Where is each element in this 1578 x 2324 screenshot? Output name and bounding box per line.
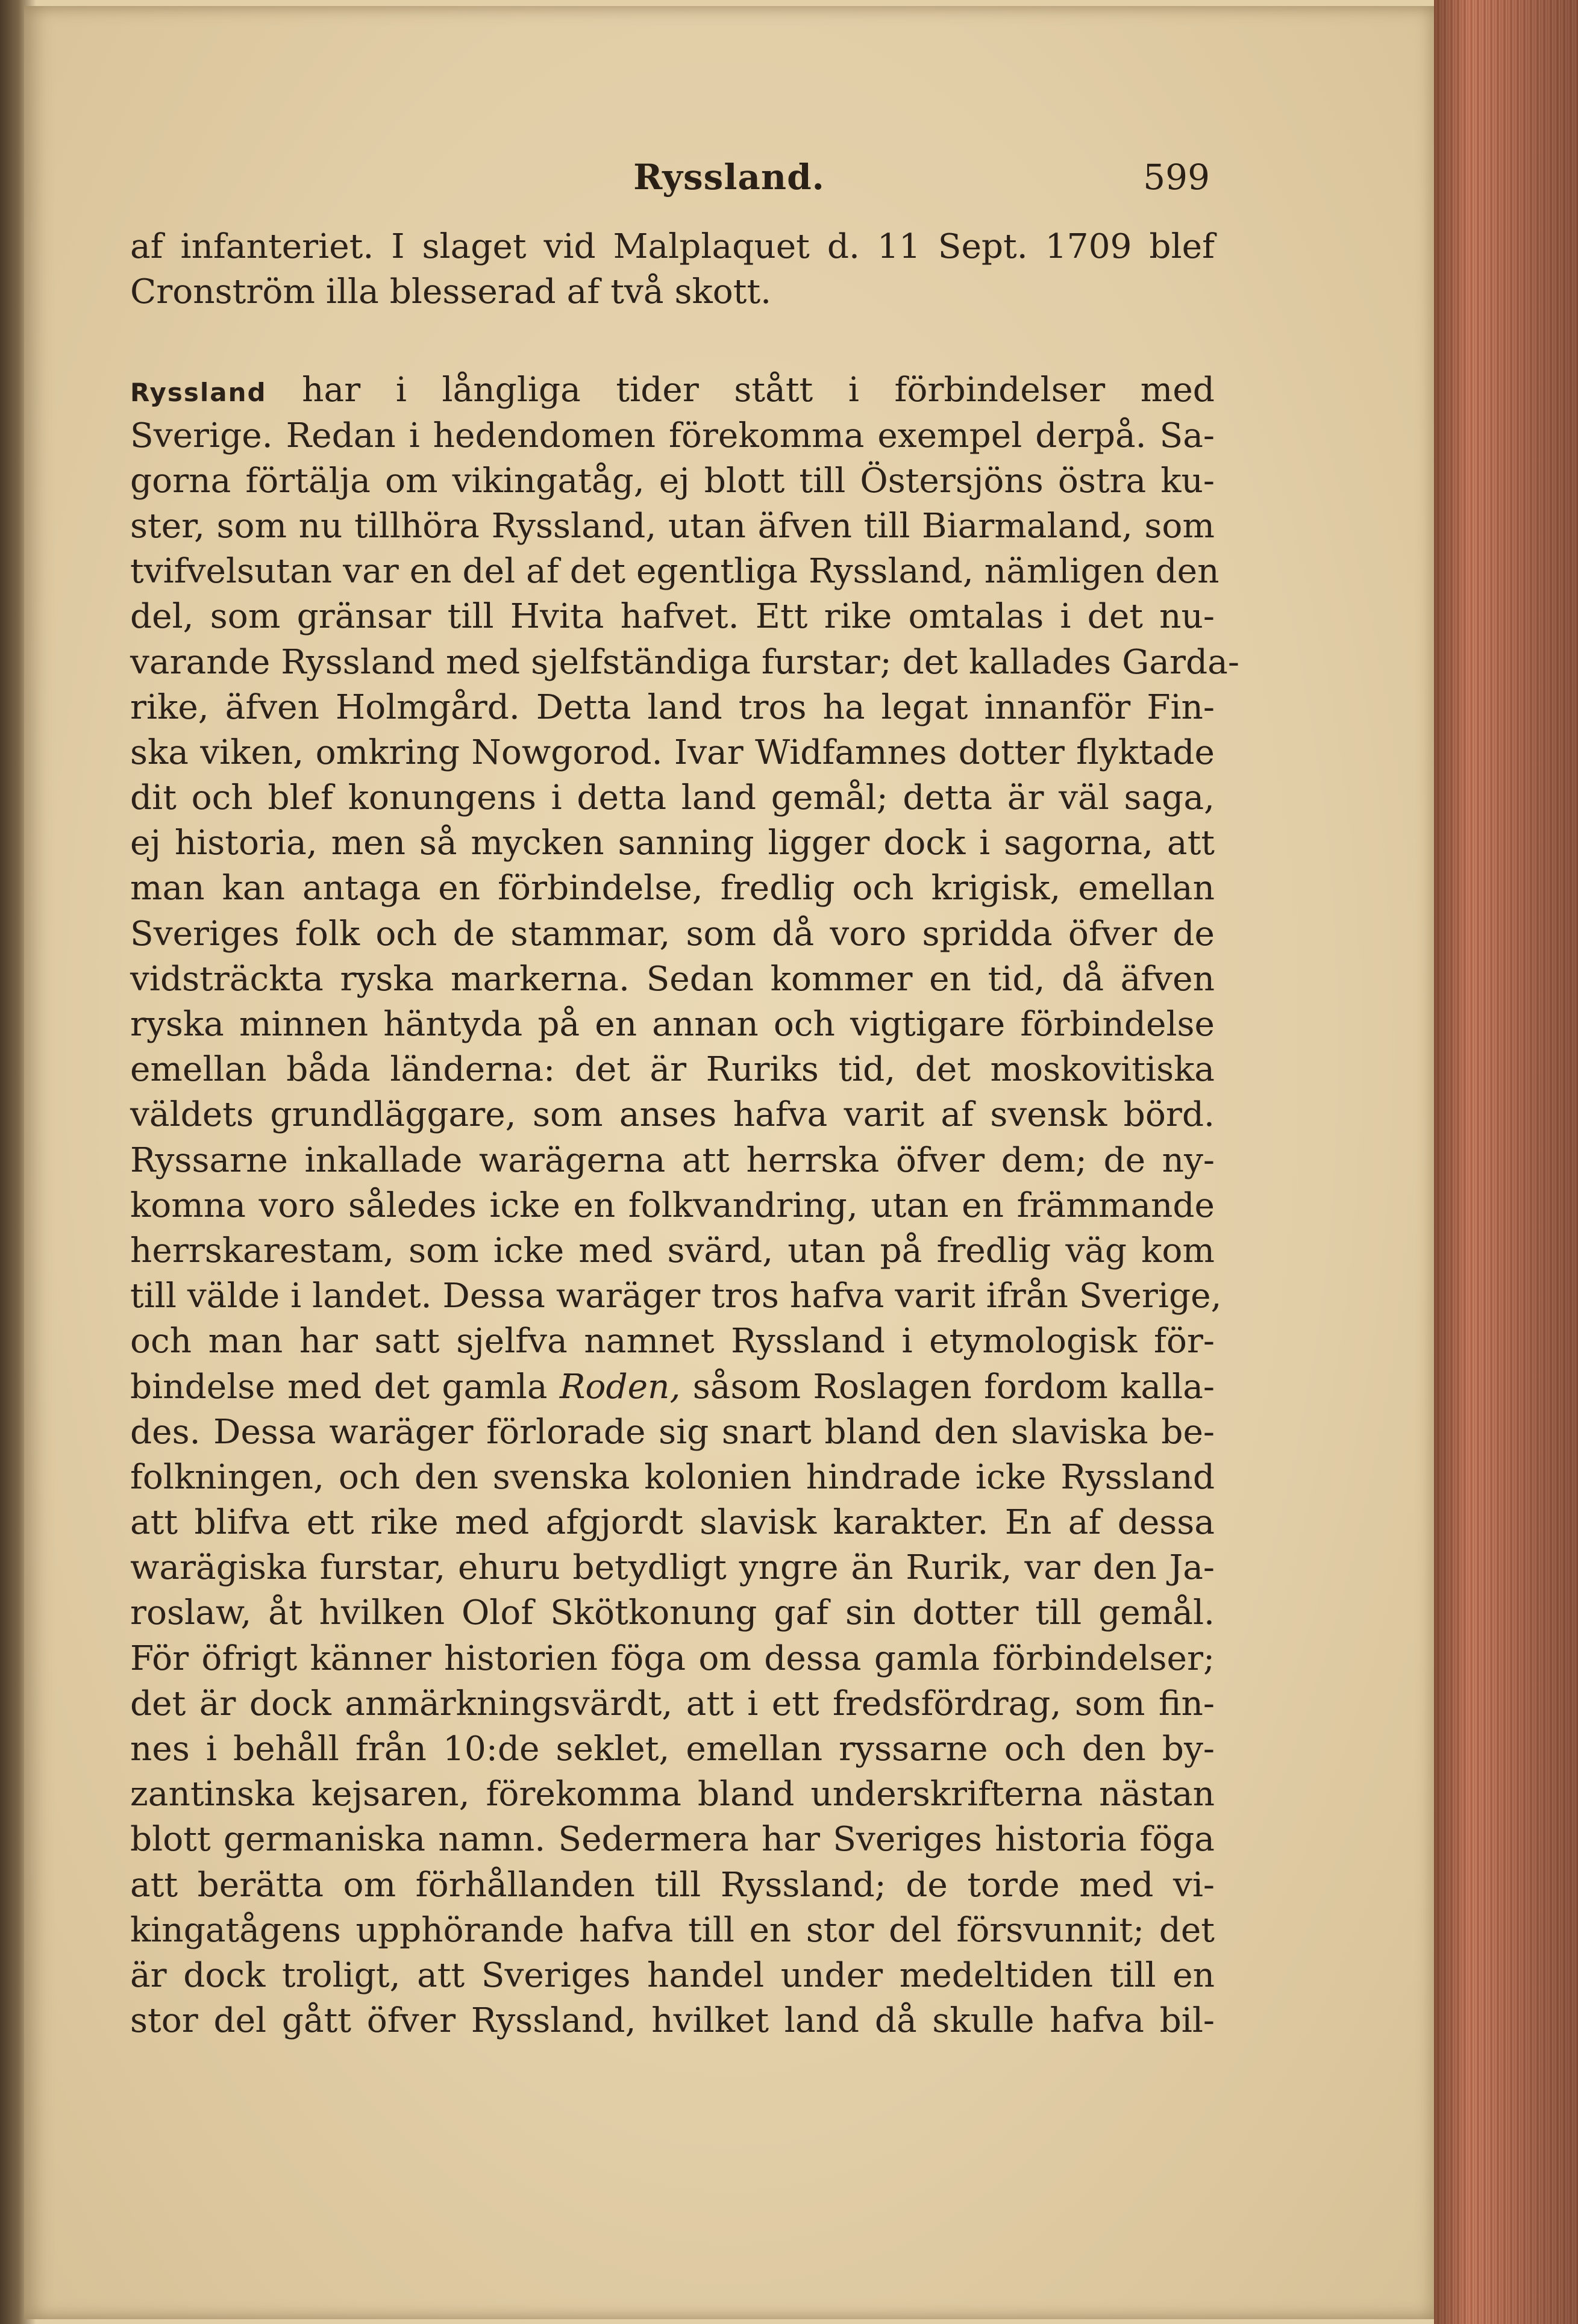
text-line: För öfrigt känner historien föga om dessa gamla förbindelser; [130,1638,1215,1678]
text-line: kingatågens upphörande hafva till en stor del försvunnit; det [130,1910,1215,1950]
paragraph-2-lines-b [130,1410,1215,2044]
text-line: ska viken, omkring Nowgorod. Ivar Widfamnes dotter flyktade [130,732,1215,772]
book-page [24,6,1434,2319]
paragraph-2-lines-a [130,413,1239,1364]
text-line: Sverige. Redan i hedendomen förekomma exempel derpå. Sa- [130,416,1215,455]
text-line: vidsträckta ryska markerna. Sedan kommer en tid, då äfven [130,959,1215,999]
body-text [130,224,1239,2043]
text-line: och man har satt sjelfva namnet Ryssland i etymologisk för- [130,1322,1215,1361]
text-line: herrskarestam, som icke med svärd, utan på fredlig väg kom [130,1231,1215,1270]
text-line: Sveriges folk och de stammar, som då voro spridda öfver de [130,914,1215,954]
text-line: ster, som nu tillhöra Ryssland, utan äfven till Biarmaland, som [130,506,1215,546]
text-line: det är dock anmärkningsvärdt, att i ett fredsfördrag, som fin- [130,1684,1215,1723]
first-line-rest: har i långliga tider stått i förbindelser med [302,370,1215,410]
page-edges-shade [1434,0,1578,2324]
text-line: varande Ryssland med sjelfständiga furstar; det kallades Garda- [130,642,1239,682]
text-line: rike, äfven Holmgård. Detta land tros ha legat innanför Fin- [130,687,1215,727]
text-line: gorna förtälja om vikingatåg, ej blott till Östersjöns östra ku- [130,461,1215,501]
text-line: nes i behåll från 10:de seklet, emellan ryssarne och den by- [130,1729,1215,1769]
text-line: ej historia, men så mycken sanning ligger dock i sagorna, att [130,823,1215,863]
text-line: är dock troligt, att Sveriges handel under medeltiden till en [130,1955,1215,1995]
running-head [24,157,1434,211]
text-line: ryska minnen häntyda på en annan och vigtigare förbindelse [130,1005,1215,1044]
text-line: folkningen, och den svenska kolonien hindrade icke Ryssland [130,1457,1215,1497]
text-line: man kan antaga en förbindelse, fredlig och krigisk, emellan [130,869,1215,908]
text-line: Ryssarne inkallade warägerna att herrska öfver dem; de ny- [130,1140,1215,1180]
text-line: att berätta om förhållanden till Ryssland; de torde med vi- [130,1865,1215,1905]
text-line [130,1364,1215,1410]
text-line [130,367,1215,413]
page-number: 599 [1143,157,1210,198]
text-line: väldets grundläggare, som anses hafva varit af svensk börd. [130,1095,1215,1135]
roden-line-before: bindelse med det gamla [130,1367,548,1407]
italic-word: Roden, [559,1367,681,1407]
paragraph-2 [130,367,1239,2043]
text-line: zantinska kejsaren, förekomma bland underskrifterna nästan [130,1775,1215,1814]
text-line: Cronström illa blesserad af två skott. [130,272,772,312]
text-line: af infanteriet. I slaget vid Malplaquet d. 11 Sept. 1709 blef [130,227,1215,266]
text-line: blott germaniska namn. Sedermera har Sveriges historia föga [130,1820,1215,1860]
text-line: roslaw, åt hvilken Olof Skötkonung gaf sin dotter till gemål. [130,1593,1215,1633]
text-line: stor del gått öfver Ryssland, hvilket land då skulle hafva bil- [130,2001,1215,2041]
lead-word: Ryssland [130,378,267,408]
text-line: emellan båda länderna: det är Ruriks tid, det moskovitiska [130,1050,1215,1090]
text-line: till välde i landet. Dessa waräger tros hafva varit ifrån Sverige, [130,1276,1222,1316]
text-line: tvifvelsutan var en del af det egentliga Ryssland, nämligen den [130,552,1220,592]
roden-line-after: såsom Roslagen fordom kalla- [692,1367,1215,1407]
text-line: del, som gränsar till Hvita hafvet. Ett rike omtalas i det nu- [130,597,1215,637]
paragraph-gap [130,314,1215,367]
text-line: des. Dessa waräger förlorade sig snart bland den slaviska be- [130,1412,1215,1452]
paragraph-1 [130,224,1215,314]
text-line: komna voro således icke en folkvandring, utan en främmande [130,1185,1215,1225]
page-header-title: Ryssland. [633,157,825,198]
text-line: att blifva ett rike med afgjordt slavisk karakter. En af dessa [130,1503,1215,1543]
text-line: warägiska furstar, ehuru betydligt yngre än Rurik, var den Ja- [130,1548,1215,1588]
text-line: dit och blef konungens i detta land gemål; detta är väl saga, [130,778,1215,818]
